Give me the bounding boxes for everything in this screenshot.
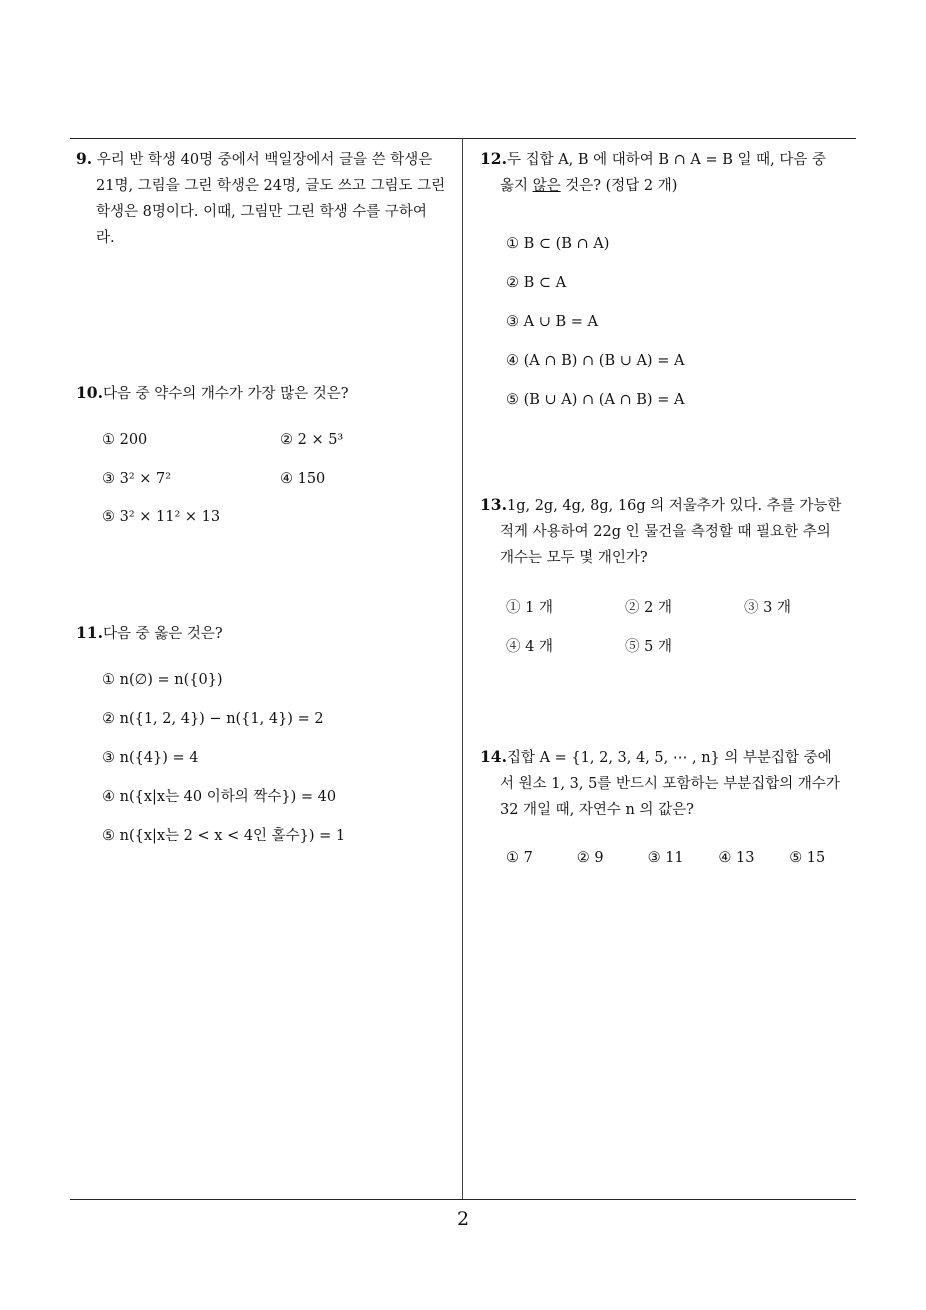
question-14-text bbox=[480, 744, 860, 771]
question-line bbox=[480, 173, 860, 199]
choice-1[interactable]: ① 200 bbox=[102, 432, 148, 448]
choice-4[interactable]: ④ (A ∩ B) ∩ (B ∪ A) = A bbox=[506, 353, 685, 369]
choice-5[interactable]: ⑤ 3² × 11² × 13 bbox=[102, 509, 221, 525]
bottom-rule bbox=[70, 1199, 856, 1200]
question-9-text bbox=[76, 146, 456, 173]
underlined-word: 않은 bbox=[532, 178, 561, 194]
question-number: 14. bbox=[480, 747, 507, 766]
question-line: 개수는 모두 몇 개인가? bbox=[500, 550, 648, 566]
question-line: 학생은 8명이다. 이때, 그림만 그린 학생 수를 구하여 bbox=[96, 204, 427, 220]
top-rule bbox=[70, 138, 856, 139]
question-number: 11. bbox=[76, 623, 103, 642]
choice-1[interactable]: ① B ⊂ (B ∩ A) bbox=[506, 236, 610, 252]
question-line: 다음 중 옳은 것은? bbox=[102, 626, 223, 642]
choice-3[interactable]: ③ 3 개 bbox=[744, 600, 791, 616]
choice-list bbox=[480, 589, 860, 667]
column-divider bbox=[462, 139, 463, 1199]
question-line: 다음 중 약수의 개수가 가장 많은 것은? bbox=[102, 386, 349, 402]
question-12-text bbox=[480, 146, 860, 173]
choice-1[interactable]: ① 1 개 bbox=[506, 600, 553, 616]
choice-list bbox=[76, 421, 456, 537]
choice-2[interactable]: ② B ⊂ A bbox=[506, 275, 567, 291]
choice-1[interactable]: ① n(∅) = n({0}) bbox=[102, 672, 223, 688]
question-line: 21명, 그림을 그린 학생은 24명, 글도 쓰고 그림도 그린 bbox=[96, 178, 446, 194]
question-10 bbox=[76, 380, 456, 537]
choice-4[interactable]: ④ 13 bbox=[718, 850, 755, 866]
choice-list bbox=[480, 839, 860, 878]
question-line: 적게 사용하여 22g 인 물건을 측정할 때 필요한 추의 bbox=[500, 524, 831, 540]
question-number: 10. bbox=[76, 383, 103, 402]
choice-2[interactable]: ② n({1, 2, 4}) − n({1, 4}) = 2 bbox=[102, 711, 324, 727]
question-line: 라. bbox=[96, 230, 115, 246]
question-line: 우리 반 학생 40명 중에서 백일장에서 글을 쓴 학생은 bbox=[96, 152, 433, 168]
choice-5[interactable]: ⑤ (B ∪ A) ∩ (A ∩ B) = A bbox=[506, 392, 685, 408]
choice-5[interactable]: ⑤ 15 bbox=[789, 850, 826, 866]
question-13-text bbox=[480, 492, 860, 519]
choice-3[interactable]: ③ 3² × 7² bbox=[102, 470, 172, 487]
page-number: 2 bbox=[456, 1208, 470, 1230]
choice-3[interactable]: ③ A ∪ B = A bbox=[506, 314, 598, 330]
text-fragment: 옳지 bbox=[500, 178, 533, 194]
choice-list bbox=[76, 661, 456, 856]
question-line: 서 원소 1, 3, 5를 반드시 포함하는 부분집합의 개수가 bbox=[500, 776, 840, 792]
question-line: 두 집합 A, B 에 대하여 B ∩ A = B 일 때, 다음 중 bbox=[506, 152, 827, 168]
choice-3[interactable]: ③ 11 bbox=[647, 850, 684, 866]
question-14 bbox=[480, 744, 860, 878]
choice-list bbox=[480, 225, 860, 420]
question-number: 13. bbox=[480, 495, 507, 514]
question-number: 12. bbox=[480, 149, 507, 168]
question-9 bbox=[76, 146, 456, 251]
choice-2[interactable]: ② 2 개 bbox=[625, 600, 672, 616]
choice-4[interactable]: ④ n({x|x는 40 이하의 짝수}) = 40 bbox=[102, 789, 337, 805]
question-10-text bbox=[76, 380, 456, 407]
question-13 bbox=[480, 492, 860, 667]
question-number: 9. bbox=[76, 149, 93, 168]
question-line: 1g, 2g, 4g, 8g, 16g 의 저울추가 있다. 추를 가능한 bbox=[506, 498, 842, 514]
choice-3[interactable]: ③ n({4}) = 4 bbox=[102, 750, 199, 766]
question-12 bbox=[480, 146, 860, 420]
question-11-text bbox=[76, 620, 456, 647]
question-11 bbox=[76, 620, 456, 856]
choice-5[interactable]: ⑤ 5 개 bbox=[625, 639, 672, 655]
choice-1[interactable]: ① 7 bbox=[506, 850, 533, 866]
question-line: 32 개일 때, 자연수 n 의 값은? bbox=[500, 802, 694, 818]
choice-2[interactable]: ② 2 × 5³ bbox=[280, 432, 344, 448]
choice-5[interactable]: ⑤ n({x|x는 2 < x < 4인 홀수}) = 1 bbox=[102, 828, 346, 844]
choice-2[interactable]: ② 9 bbox=[576, 850, 604, 866]
text-fragment: 것은? (정답 2 개) bbox=[560, 178, 678, 194]
question-line: 집합 A = {1, 2, 3, 4, 5, ⋯ , n} 의 부분집합 중에 bbox=[506, 750, 832, 766]
choice-4[interactable]: ④ 4 개 bbox=[506, 639, 553, 655]
choice-4[interactable]: ④ 150 bbox=[280, 470, 326, 487]
